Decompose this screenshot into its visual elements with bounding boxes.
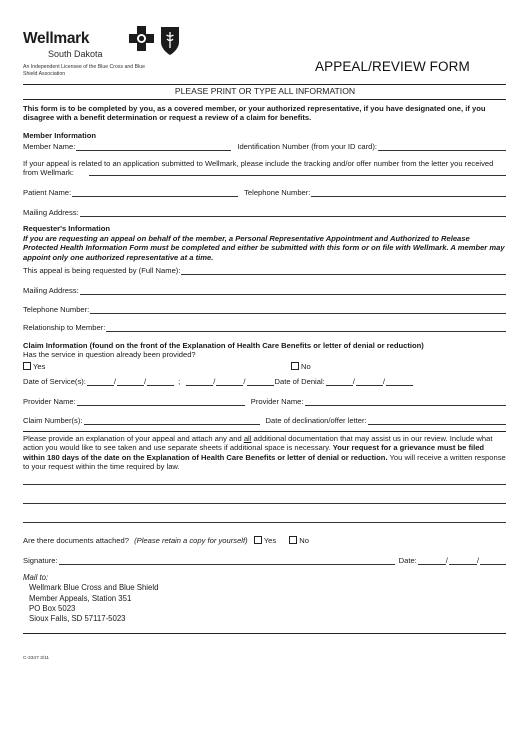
provider-row: [23, 394, 506, 406]
requester-phone-row: [23, 302, 506, 314]
relationship-field[interactable]: [106, 323, 506, 332]
requester-note: If you are requesting an appeal on behalf of the member, a Personal Representative Appointment and Authorized to Release Protected Health Information Form must be completed and either be submitted with this form or on file with Wellmark. A member may appoint only one authorized representative at a time.: [23, 234, 505, 262]
member-mailing-row: [23, 205, 506, 217]
member-name-label: Member Name:: [23, 141, 76, 151]
patient-name-field[interactable]: [72, 188, 238, 197]
form-number: C-3347 3/11: [23, 656, 50, 661]
signature-date-label: Date:: [398, 555, 417, 565]
explanation-text-3: You will receive a written response to your request within the time required by law.: [23, 452, 506, 471]
mail-line: Wellmark Blue Cross and Blue Shield: [29, 583, 159, 593]
member-info-heading: Member Information: [23, 131, 96, 140]
denial-date-label: Date of Denial:: [274, 376, 325, 386]
requested-by-label: This appeal is being requested by (Full Name):: [23, 265, 181, 275]
mail-line: Member Appeals, Station 351: [29, 593, 132, 603]
declination-date-field[interactable]: [368, 416, 506, 425]
footer-divider: [23, 633, 506, 634]
denial-day-field[interactable]: [356, 377, 383, 386]
cross-shield-marks-icon: [127, 24, 185, 58]
date-separator: /: [113, 376, 117, 386]
attachments-row: [23, 536, 506, 545]
member-name-field[interactable]: [76, 142, 231, 151]
signature-year-field[interactable]: [480, 556, 506, 565]
explanation-all-emphasis: all: [243, 434, 252, 443]
denial-year-field[interactable]: [386, 377, 413, 386]
service-dates-label: Date of Service(s):: [23, 376, 86, 386]
attachments-no-label: No: [299, 536, 309, 545]
explanation-instructions: [23, 434, 506, 471]
explanation-text-2: additional documentation that may assist us in our review. Include what action you would like to see taken and use separate sheets if additional space is necessary.: [23, 434, 493, 453]
provider-name-field-2[interactable]: [305, 397, 506, 406]
member-mailing-label: Mailing Address:: [23, 207, 79, 217]
relationship-row: [23, 320, 506, 332]
explanation-line-2[interactable]: [23, 503, 506, 504]
grievance-deadline-notice: Your request for a grievance must be filed within 180 days of the date on the Explanation of Health Care Benefits or letter of denial or reduction.: [23, 443, 485, 462]
claim-number-row: [23, 413, 506, 425]
signature-day-field[interactable]: [449, 555, 480, 565]
mail-line: Sioux Falls, SD 57117-5023: [29, 614, 126, 624]
explanation-text-1: Please provide an explanation of your appeal and attach any and: [23, 434, 244, 443]
service-provided-options: [23, 362, 506, 371]
signature-row: [23, 553, 506, 565]
service-end-day-field[interactable]: [216, 376, 246, 386]
requester-info-heading: Requester's Information: [23, 224, 111, 233]
service-yes-checkbox[interactable]: [23, 362, 31, 370]
explanation-divider: [23, 431, 506, 432]
logo-region: South Dakota: [48, 49, 103, 59]
attachments-yes-label: Yes: [263, 536, 277, 545]
header-divider: [23, 84, 506, 85]
signature-month-field[interactable]: [418, 556, 446, 565]
service-no-checkbox[interactable]: [291, 362, 299, 370]
claim-numbers-field[interactable]: [84, 416, 260, 425]
relationship-label: Relationship to Member:: [23, 322, 106, 332]
requester-mailing-field[interactable]: [80, 286, 506, 295]
explanation-line-1[interactable]: [23, 484, 506, 485]
signature-field[interactable]: [59, 556, 395, 565]
claim-info-heading: Claim Information (found on the front of the Explanation of Health Care Benefits or letter of denial or reduction): [23, 341, 424, 350]
date-separator: /: [476, 555, 480, 565]
mailing-address-block: [23, 573, 158, 624]
service-yes-label: Yes: [33, 362, 46, 371]
requester-phone-field[interactable]: [90, 305, 506, 314]
attachments-no-checkbox[interactable]: [289, 536, 297, 544]
patient-name-label: Patient Name:: [23, 187, 72, 197]
tracking-number-field[interactable]: [89, 167, 506, 176]
explanation-line-3[interactable]: [23, 522, 506, 523]
requester-mailing-row: [23, 283, 506, 295]
id-number-field[interactable]: [378, 142, 506, 151]
date-separator: /: [382, 376, 385, 386]
date-separator: /: [243, 376, 246, 386]
instruction-divider: [23, 99, 506, 100]
date-separator: /: [352, 376, 355, 386]
provider-name-field-1[interactable]: [77, 397, 245, 406]
requested-by-row: [23, 263, 506, 275]
service-end-year-field[interactable]: [247, 377, 274, 386]
service-no-label: No: [301, 362, 311, 371]
licensee-note: An Independent Licensee of the Blue Cross and Blue Shield Association: [23, 64, 145, 78]
date-separator: /: [445, 555, 448, 565]
declination-date-label: Date of declination/offer letter:: [265, 415, 367, 425]
requester-phone-label: Telephone Number:: [23, 304, 90, 314]
member-mailing-field[interactable]: [80, 208, 506, 217]
denial-month-field[interactable]: [326, 377, 353, 386]
service-provided-question: Has the service in question already been provided?: [23, 350, 196, 359]
service-no-option: [291, 362, 311, 371]
date-separator: /: [144, 376, 147, 386]
date-separator: /: [213, 376, 216, 386]
logo-wordmark: Wellmark: [23, 30, 90, 47]
attachments-yes-checkbox[interactable]: [254, 536, 262, 544]
member-phone-label: Telephone Number:: [244, 187, 311, 197]
service-end-month-field[interactable]: [186, 376, 216, 386]
mail-line: PO Box 5023: [29, 603, 76, 613]
requested-by-field[interactable]: [181, 266, 506, 275]
member-phone-field[interactable]: [311, 188, 506, 197]
submission-note-text: If your appeal is related to an application submitted to Wellmark, please include the tracking and/or offer number from the letter you received from Wellmark:: [23, 159, 494, 178]
attachments-question: Are there documents attached?: [23, 536, 129, 545]
mail-to-heading: Mail to:: [23, 573, 49, 582]
service-start-year-field[interactable]: [147, 377, 174, 386]
provider-name-label-1: Provider Name:: [23, 396, 76, 406]
provider-name-label-2: Provider Name:: [250, 396, 304, 406]
id-number-label: Identification Number (from your ID card):: [237, 141, 378, 151]
signature-label: Signature:: [23, 555, 58, 565]
print-instruction: PLEASE PRINT OR TYPE ALL INFORMATION: [174, 86, 356, 96]
service-start-day-field[interactable]: [117, 376, 147, 386]
range-separator: ;: [178, 376, 181, 386]
wellmark-logo: [23, 22, 168, 62]
patient-row: [23, 185, 506, 197]
form-title: APPEAL/REVIEW FORM: [315, 59, 470, 74]
service-dates-row: [23, 374, 506, 386]
member-name-row: [23, 139, 506, 151]
retain-copy-note: (Please retain a copy for yourself): [134, 536, 248, 545]
service-start-month-field[interactable]: [87, 376, 117, 386]
intro-text: This form is to be completed by you, as a covered member, or your authorized representative, if you have designated one, if you disagree with a benefit determination or request a review of a claim for benefits.: [23, 104, 486, 123]
requester-mailing-label: Mailing Address:: [23, 285, 79, 295]
tracking-number-field-row: [88, 164, 506, 176]
claim-numbers-label: Claim Number(s):: [23, 415, 83, 425]
